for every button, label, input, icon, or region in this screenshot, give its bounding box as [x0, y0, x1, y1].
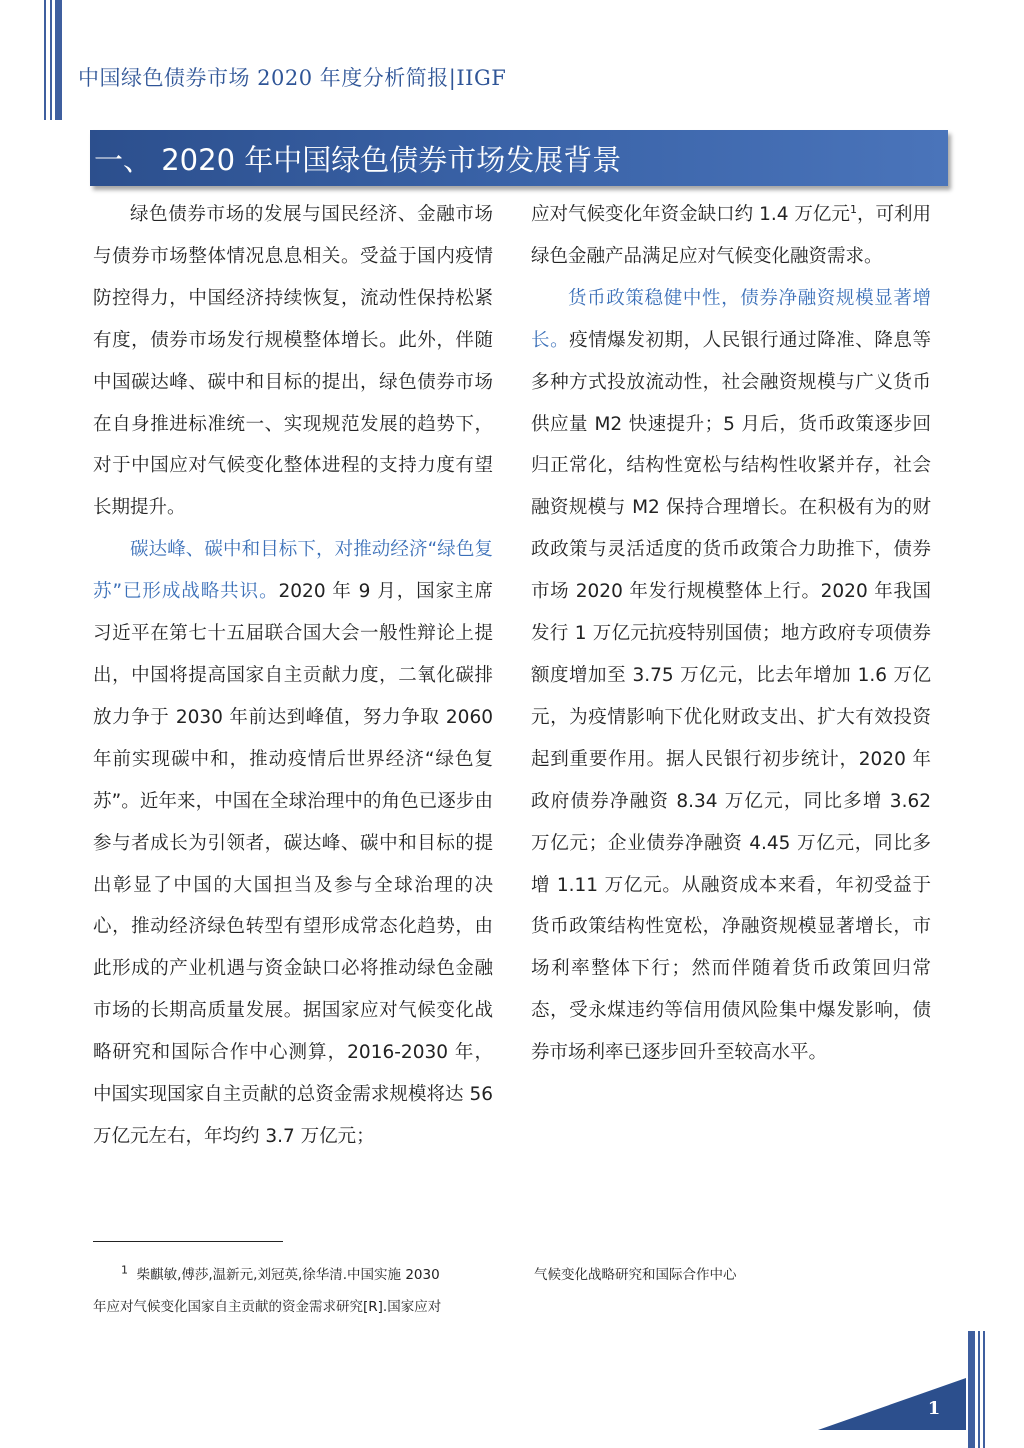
- footnote-marker: 1: [121, 1263, 128, 1277]
- running-header-title: 中国绿色债券市场 2020 年度分析简报|IIGF: [78, 66, 507, 90]
- paragraph-monetary-policy: [531, 278, 931, 1074]
- footnote-left: [93, 1259, 503, 1323]
- continuation-text-end: ，可利用绿色金融产品满足应对气候变化融资需求。: [531, 204, 931, 267]
- footnote-right: 气候变化战略研究和国际合作中心: [534, 1267, 737, 1283]
- section-heading: 一、 2020 年中国绿色债券市场发展背景: [94, 143, 622, 177]
- continuation-text: 应对气候变化年资金缺口约 1.4 万亿元: [531, 204, 850, 225]
- paragraph-lead-highlight: 碳达峰、碳中和目标下，对推动经济“绿色复苏”已形成战略共识。: [93, 539, 493, 603]
- footnote-line-1: [93, 1259, 503, 1291]
- section-heading-banner: [90, 130, 948, 186]
- paragraph-body-text: 2020 年 9 月，国家主席习近平在第七十五届联合国大会一般性辩论上提出，中国将提高国家自主贡献力度，二氧化碳排放力争于 2030 年前达到峰值，努力争取 2060 年前实现碳中和，推动疫情后世界经济“绿色复苏”。近年来，中国在全球治理中的角色已逐步由参与者成长为引领者，碳达峰、碳中和目标的提出彰显了中国的大国担当及参与全球治理的决心，推动经济绿色转型有望形成常态化趋势，由此形成的产业机遇与资金缺口必将推动绿色金融市场的长期高质量发展。据国家应对气候变化战略研究和国际合作中心测算，2016-2030 年，中国实现国家自主贡献的总资金需求规模将达 56 万亿元左右，年均约 3.7 万亿元；: [93, 581, 493, 1147]
- right-column: [531, 194, 931, 1074]
- paragraph-continuation: [531, 194, 931, 278]
- footnote-line-2: 年应对气候变化国家自主贡献的资金需求研究[R].国家应对: [93, 1299, 442, 1315]
- footnote-separator: [93, 1241, 283, 1242]
- page-number: 1: [927, 1398, 941, 1419]
- footer-decoration-bars: [968, 1331, 990, 1448]
- footnote-text: 柴麒敏,傅莎,温新元,刘冠英,徐华清.中国实施 2030: [136, 1267, 440, 1283]
- left-column: [93, 194, 493, 1158]
- paragraph-economy-context: 绿色债券市场的发展与国民经济、金融市场与债券市场整体情况息息相关。受益于国内疫情防控得力，中国经济持续恢复，流动性保持松紧有度，债券市场发行规模整体增长。此外，伴随中国碳达峰、碳中和目标的提出，绿色债券市场在自身推进标准统一、实现规范发展的趋势下，对于中国应对气候变化整体进程的支持力度有望长期提升。: [93, 204, 493, 519]
- footnote-reference[interactable]: 1: [849, 202, 857, 216]
- paragraph-lead-highlight: 货币政策稳健中性，债券净融资规模显著增长。: [531, 287, 931, 351]
- paragraph-carbon-goals: [93, 529, 493, 1158]
- paragraph-body-text: 疫情爆发初期，人民银行通过降准、降息等多种方式投放流动性，社会融资规模与广义货币供应量 M2 快速提升；5 月后，货币政策逐步回归正常化，结构性宽松与结构性收紧并存，社会融资规模与 M2 保持合理增长。在积极有为的财政政策与灵活适度的货币政策合力助推下，债券市场 2020 年发行规模整体上行。2020 年我国发行 1 万亿元抗疫特别国债；地方政府专项债券额度增加至 3.75 万亿元，比去年增加 1.6 万亿元，为疫情影响下优化财政支出、扩大有效投资起到重要作用。据人民银行初步统计，2020 年政府债券净融资 8.34 万亿元，同比多增 3.62 万亿元；企业债券净融资 4.45 万亿元，同比多增 1.11 万亿元。从融资成本来看，年初受益于货币政策结构性宽松，净融资规模显著增长，市场利率整体下行；然而伴随着货币政策回归常态，受永煤违约等信用债风险集中爆发影响，债券市场利率已逐步回升至较高水平。: [531, 329, 931, 1064]
- header-decoration-bars: [44, 0, 64, 120]
